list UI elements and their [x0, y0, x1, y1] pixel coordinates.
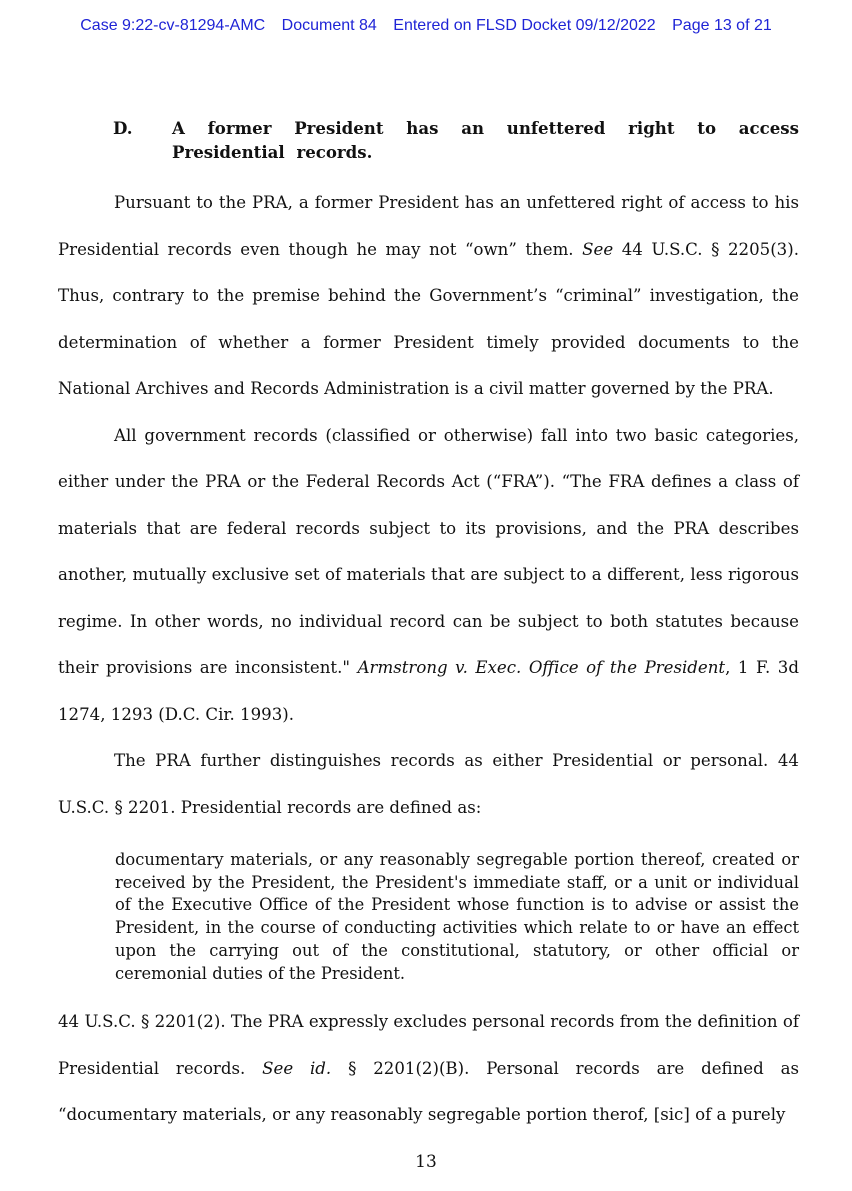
case-citation-name: Armstrong v. Exec. Office of the President	[357, 658, 726, 677]
section-heading	[113, 116, 799, 164]
document-body	[58, 180, 799, 1139]
citation-signal-see: See	[582, 239, 614, 259]
citation-signal-see-id: See id.	[262, 1058, 332, 1078]
document-number: Document 84	[281, 17, 377, 34]
block-quote-definition: documentary materials, or any reasonably segregable portion thereof, created or received by the President, the President's immediate staff, or a unit or individual of the Executive Office of the President whose function is to advise or assist the President, in the course of conducting activities which relate to or have an effect upon the carrying out of the constitutional, statutory, or other official or ceremonial duties of the President.	[115, 850, 799, 983]
case-number: Case 9:22-cv-81294-AMC	[80, 17, 266, 34]
section-heading-text: A former President has an unfettered right to access Presidential records.	[172, 118, 799, 162]
docket-entry-date: Entered on FLSD Docket 09/12/2022	[393, 17, 656, 34]
paragraph-personal-records: 44 U.S.C. § 2201(2). The PRA expressly excludes personal records from the definition of Presidential records. See id. § 2201(2)(B). Personal records are defined as “documentary materials, or any reasonably segregable portion therof, [sic] of a purely	[58, 1012, 799, 1125]
paragraph-record-categories: All government records (classified or otherwise) fall into two basic categories, either under the PRA or the Federal Records Act (“FRA”). “The FRA defines a class of materials that are federal records subject to its provisions, and the PRA describes another, mutually exclusive set of materials that are subject to a different, less rigorous regime. In other words, no individual record can be subject to both statutes because their provisions are inconsistent." Armstrong v. Exec. Office of the President, 1 F. 3d 1274, 1293 (D.C. Cir. 1993).	[58, 425, 799, 724]
paragraph-access-right: Pursuant to the PRA, a former President has an unfettered right of access to his Presidential records even though he may not “own” them. See 44 U.S.C. § 2205(3). Thus, contrary to the premise behind the Government’s “criminal” investigation, the determination of whether a former President timely provided documents to the National Archives and Records Administration is a civil matter governed by the PRA.	[58, 193, 799, 398]
paragraph-presidential-or-personal: The PRA further distinguishes records as either Presidential or personal. 44 U.S.C. § 2201. Presidential records are defined as:	[58, 751, 799, 817]
page-number: 13	[415, 1152, 437, 1172]
section-letter: D.	[113, 118, 133, 138]
page-of-total: Page 13 of 21	[672, 17, 772, 34]
docket-header	[0, 17, 852, 35]
